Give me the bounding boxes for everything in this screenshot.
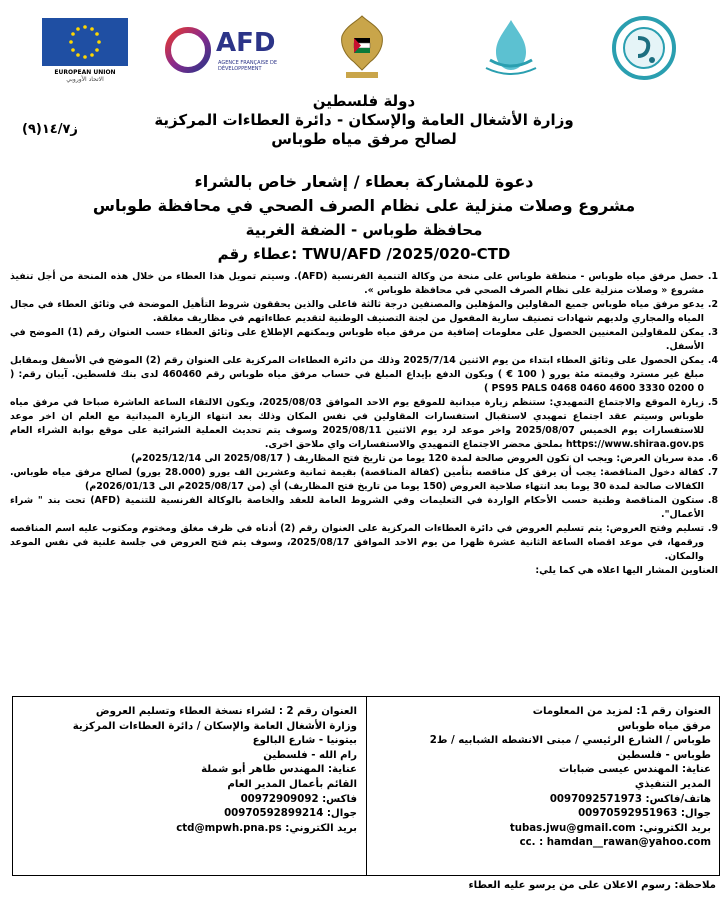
clause-number: 8.	[707, 495, 718, 506]
tender-title	[0, 170, 728, 266]
address-2-line: وزارة الأشغال العامة والإسكان / دائرة العطاءات المركزية	[72, 720, 357, 732]
address-1-line: عناية: المهندس عيسى ضبابات	[558, 764, 711, 776]
clause-number: 7.	[707, 467, 718, 478]
clause-item	[10, 396, 718, 452]
clause-text: يمكن الحصول على وثائق العطاء ابتداء من يوم الاثنين 2025/7/14 وذلك من دائرة العطاءات المركزية على العنوان رقم (2) الموضح في الأسفل وبمقابل مبلغ غير مسترد وقيمته مئة يورو ( 100 € ) ويكون الدفع بإيداع المبلغ في حساب مرفق مياه طوباس رقم 460460 لدى بنك فلسطين. آيبان رقم: ( PS95 PALS 0468 0460 4600 3330 0200 0 )	[10, 355, 704, 394]
clause-item	[10, 522, 718, 564]
afd-ring-icon	[160, 20, 216, 80]
eu-arabic-label: الاتحاد الأوروبي	[66, 76, 104, 83]
address-2-box	[13, 697, 365, 875]
title-location: محافظة طوباس - الضفة الغربية	[245, 221, 483, 239]
address-1-email: بريد الكتروني: tubas.jwu@gmail.com	[509, 822, 711, 834]
address-1-line: طوباس - فلسطين	[617, 749, 711, 761]
issuer-header	[0, 92, 728, 149]
title-tender-number: عطاء رقم: TWU/AFD /2025/020-CTD	[217, 245, 511, 263]
header-beneficiary: لصالح مرفق مياه طوباس	[271, 130, 457, 148]
clause-item	[10, 494, 718, 522]
clause-number: 6.	[707, 453, 718, 464]
eu-label: EUROPEAN UNION	[54, 69, 116, 76]
address-1-heading: العنوان رقم 1: لمزيد من المعلومات	[532, 706, 711, 717]
title-invitation: دعوة للمشاركة بعطاء / إشعار خاص بالشراء	[194, 172, 534, 191]
clause-text: حصل مرفق مياه طوباس - منطقة طوباس على منحة من وكالة التنمية الفرنسية (AFD). وسيتم تمويل هذا العطاء من خلال هذه المنحة من أجل تنفيذ مشروع « وصلات منزلية على نظام الصرف الصحي في محافظة طوباس ».	[10, 271, 704, 296]
clause-number: 9.	[707, 523, 718, 534]
address-1-line: طوباس / الشارع الرئيسي / مبنى الانشطه الشبابيه / ط2	[429, 735, 711, 747]
addresses-table	[12, 696, 720, 876]
address-1-phone: هاتف/فاكس: 0097092571973	[549, 793, 711, 805]
addresses-intro: العناوين المشار اليها اعلاه هي كما يلي:	[535, 565, 718, 576]
clause-item	[10, 270, 718, 298]
clause-item	[10, 354, 718, 396]
address-2-email: بريد الكتروني: ctd@mpwh.pna.ps	[176, 822, 357, 834]
clause-text: تسليم وفتح العروض: يتم تسليم العروض في دائرة العطاءات المركزية على العنوان رقم (2) أدناه في ظرف مغلق ومختوم ومكتوب عليه اسم المناقصه ورقمها، في موعد اقصاه الساعة الثانية عشرة ظهرا من يوم الاحد الموافق 2025/08/17، وسوف يتم فتح العروض في جلسة علنية في نفس الموعد والمكان.	[10, 523, 705, 562]
clause-number: 1.	[707, 271, 718, 282]
eu-logo	[42, 18, 128, 83]
water-authority-logo-icon	[476, 14, 546, 84]
address-1-line: المدير التنفيذي	[634, 778, 711, 790]
address-2-line: عناية: المهندس طاهر أبو شملة	[201, 764, 357, 776]
clause-number: 2.	[707, 299, 718, 310]
clause-number: 3.	[707, 327, 718, 338]
clause-text: مدة سريان العرض: ويجب ان تكون العروض صالحة لمدة 120 يوما من تاريخ فتح المظاريف ( 2025/08/17 الى 2025/12/14م)	[130, 453, 704, 464]
clause-number: 5.	[707, 397, 718, 408]
clause-text: يدعو مرفق مياه طوباس جميع المقاولين والمؤهلين والمصنفين درجة ثالثة فاعلى والذين يحققون شروط التأهيل الموضحة في وثائق العطاء في مجال المياه والمجاري ولديهم شهادات تصنيف سارية المفعول من لجنة التصنيف الوطنية لتقديم عطاءاتهم في مظاريف مغلقة.	[10, 299, 704, 324]
address-2-fax: فاكس: 00972909092	[240, 793, 357, 805]
address-1-mobile: جوال: 00970592951963	[578, 808, 711, 820]
address-2-line: القائم بأعمال المدير العام	[227, 778, 357, 790]
logo-bar	[0, 8, 728, 88]
clause-item	[10, 326, 718, 354]
afd-logo	[160, 20, 300, 80]
palestine-emblem-icon	[336, 12, 388, 84]
title-project: مشروع وصلات منزلية على نظام الصرف الصحي في محافظة طوباس	[92, 196, 636, 215]
clause-item	[10, 466, 718, 494]
ref-code: ز١٤/٧(٩)	[22, 122, 78, 137]
header-ministry: وزارة الأشغال العامة والإسكان - دائرة العطاءات المركزية	[154, 111, 574, 129]
address-2-mobile: جوال: 00970592899214	[224, 808, 357, 820]
address-1-line: مرفق مياه طوباس	[617, 720, 711, 732]
afd-label: AFD	[216, 28, 276, 58]
eu-flag-icon	[42, 18, 128, 66]
clause-text: يمكن للمقاولين المعنيين الحصول على معلومات إضافية من مرفق مياه طوباس ويمكنهم الإطلاع على وثائق العطاء حسب العنوان رقم (1) الموضح في الأسفل.	[10, 327, 704, 352]
clause-text: كفالة دخول المناقصة: يجب أن يرفق كل مناقصه بتأمين (كفالة المناقصة) بقيمة ثمانية وعشرين الف يورو (28.000 يورو) لصالح مرفق مياه طوباس. الكفالات صالحة لمدة 30 يوما بعد انتهاء صلاحية العروض (150 يوما من تاريخ فتح المظاريف) أي (من 2025/08/17م الى 2026/01/13م)	[10, 467, 704, 492]
afd-sub-label: AGENCE FRANÇAISE DE DÉVELOPPEMENT	[218, 60, 277, 72]
address-1-cc: cc. : hamdan__rawan@yahoo.com	[519, 837, 711, 849]
address-2-line: بيتونيا - شارع البالوع	[252, 735, 357, 747]
clause-number: 4.	[707, 355, 718, 366]
address-2-line: رام الله - فلسطين	[263, 749, 357, 761]
tender-clauses	[10, 270, 718, 578]
address-2-heading: العنوان رقم 2 : لشراء نسخة العطاء وتسليم العروض	[95, 706, 357, 717]
clause-item	[10, 452, 718, 466]
clause-item	[10, 298, 718, 326]
header-country: دولة فلسطين	[312, 92, 416, 110]
clause-text: زيارة الموقع والاجتماع التمهيدي: ستنظم زيارة ميدانية للموقع يوم الاحد الموافق 2025/08/03، ويكون الالتقاء الساعة العاشرة صباحا في مرفق مياه طوباس وسيتم عقد اجتماع تمهيدي لاستقبال استفسارات المقاولين في نفس المكان وذلك بعد انتهاء الزيارة الميدانية مع العلم ان اخر موعد للاستفسارات يوم الخميس 2025/08/07 واخر موعد لرد يوم الاثنين 2025/08/11 وسوف يتم تحديث العملية الشرائية على موقع بوابة الشراء العام https://www.shiraa.gov.ps بملحق محضر الاجتماع التمهيدي والاستفسارات واي ملاحق اخرى.	[10, 397, 704, 450]
address-1-box	[366, 697, 719, 875]
footer-note: ملاحظة: رسوم الاعلان على من يرسو عليه العطاء	[468, 880, 716, 891]
clause-text: ستكون المناقصة وطنية حسب الأحكام الواردة في التعليمات وفي الشروط العامة للعقد والخاصة بالوكالة الفرنسية للتنمية (AFD) تحت بند " شراء الأعمال".	[10, 495, 705, 520]
tubas-water-utility-logo-icon	[608, 12, 680, 84]
